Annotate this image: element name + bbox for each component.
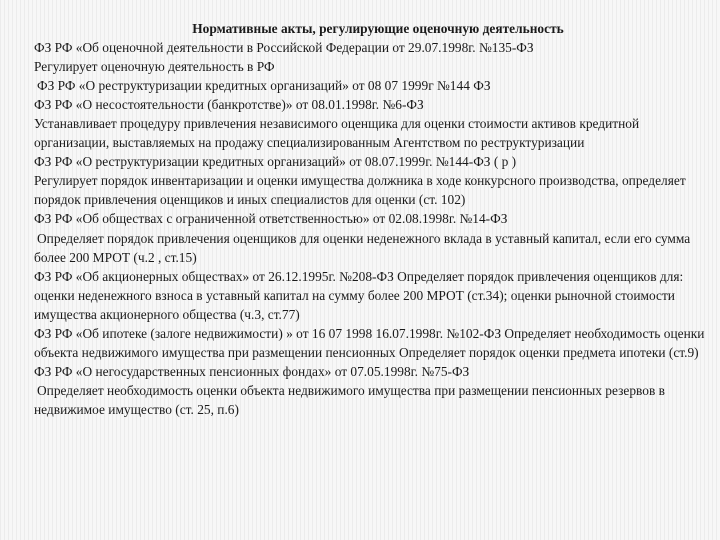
paragraph-independent-appraiser: Устанавливает процедуру привлечения независимого оценщика для оценки стоимости активов кредитной организации, выставляемых на продажу специализированным Агентством по реструктуризации <box>34 116 640 151</box>
paragraph-inventory-procedure: Регулирует порядок инвентаризации и оценки имущества должника в ходе конкурсного производства, определяет порядок привлечения оценщиков и иных специалистов для оценки (ст. 102) <box>34 173 686 208</box>
document-body <box>34 19 712 419</box>
paragraph-law-135: ФЗ РФ «Об оценочной деятельности в Российской Федерации от 29.07.1998г. №135-ФЗ <box>34 40 534 56</box>
paragraph-regulates-valuation: Регулирует оценочную деятельность в РФ <box>34 59 275 75</box>
document-title: Нормативные акты, регулирующие оценочную деятельность <box>192 21 564 36</box>
paragraph-law-75: ФЗ РФ «О негосударственных пенсионных фондах» от 07.05.1998г. №75-ФЗ <box>34 363 470 379</box>
paragraph-law-14: ФЗ РФ «Об обществах с ограниченной ответственностью» от 02.08.1998г. №14-ФЗ <box>34 211 508 227</box>
paragraph-pension-reserves: Определяет необходимость оценки объекта недвижимого имущества при размещении пенсионных резервов в недвижимое имущество (ст. 25, п.6) <box>34 382 665 417</box>
paragraph-law-6: ФЗ РФ «О несостоятельности (банкротстве)» от 08.01.1998г. №6-ФЗ <box>34 97 424 113</box>
paragraph-law-102: ФЗ РФ «Об ипотеке (залоге недвижимости) » от 16 07 1998 16.07.1998г. №102-ФЗ Определяет необходимость оценки объекта недвижимого имущества при размещении пенсионных Определяет порядок оценки предмета ипотеки (ст.9) <box>34 325 705 360</box>
paragraph-law-144-short: ФЗ РФ «О реструктуризации кредитных организаций» от 08 07 1999г №144 ФЗ <box>37 78 491 94</box>
paragraph-non-monetary-contribution: Определяет порядок привлечения оценщиков для оценки неденежного вклада в уставный капитал, если его сумма более 200 МРОТ (ч.2 , ст.15) <box>34 230 691 265</box>
paragraph-law-208: ФЗ РФ «Об акционерных обществах» от 26.12.1995г. №208-ФЗ Определяет порядок привлечения оценщиков для: оценки неденежного взноса в уставный капитал на сумму более 200 МРОТ (ст.34); оценки рыночной стоимости имущества акционерного общества (ч.3, ст.77) <box>34 268 684 322</box>
paragraph-law-144-full: ФЗ РФ «О реструктуризации кредитных организаций» от 08.07.1999г. №144-ФЗ ( р ) <box>34 154 517 170</box>
